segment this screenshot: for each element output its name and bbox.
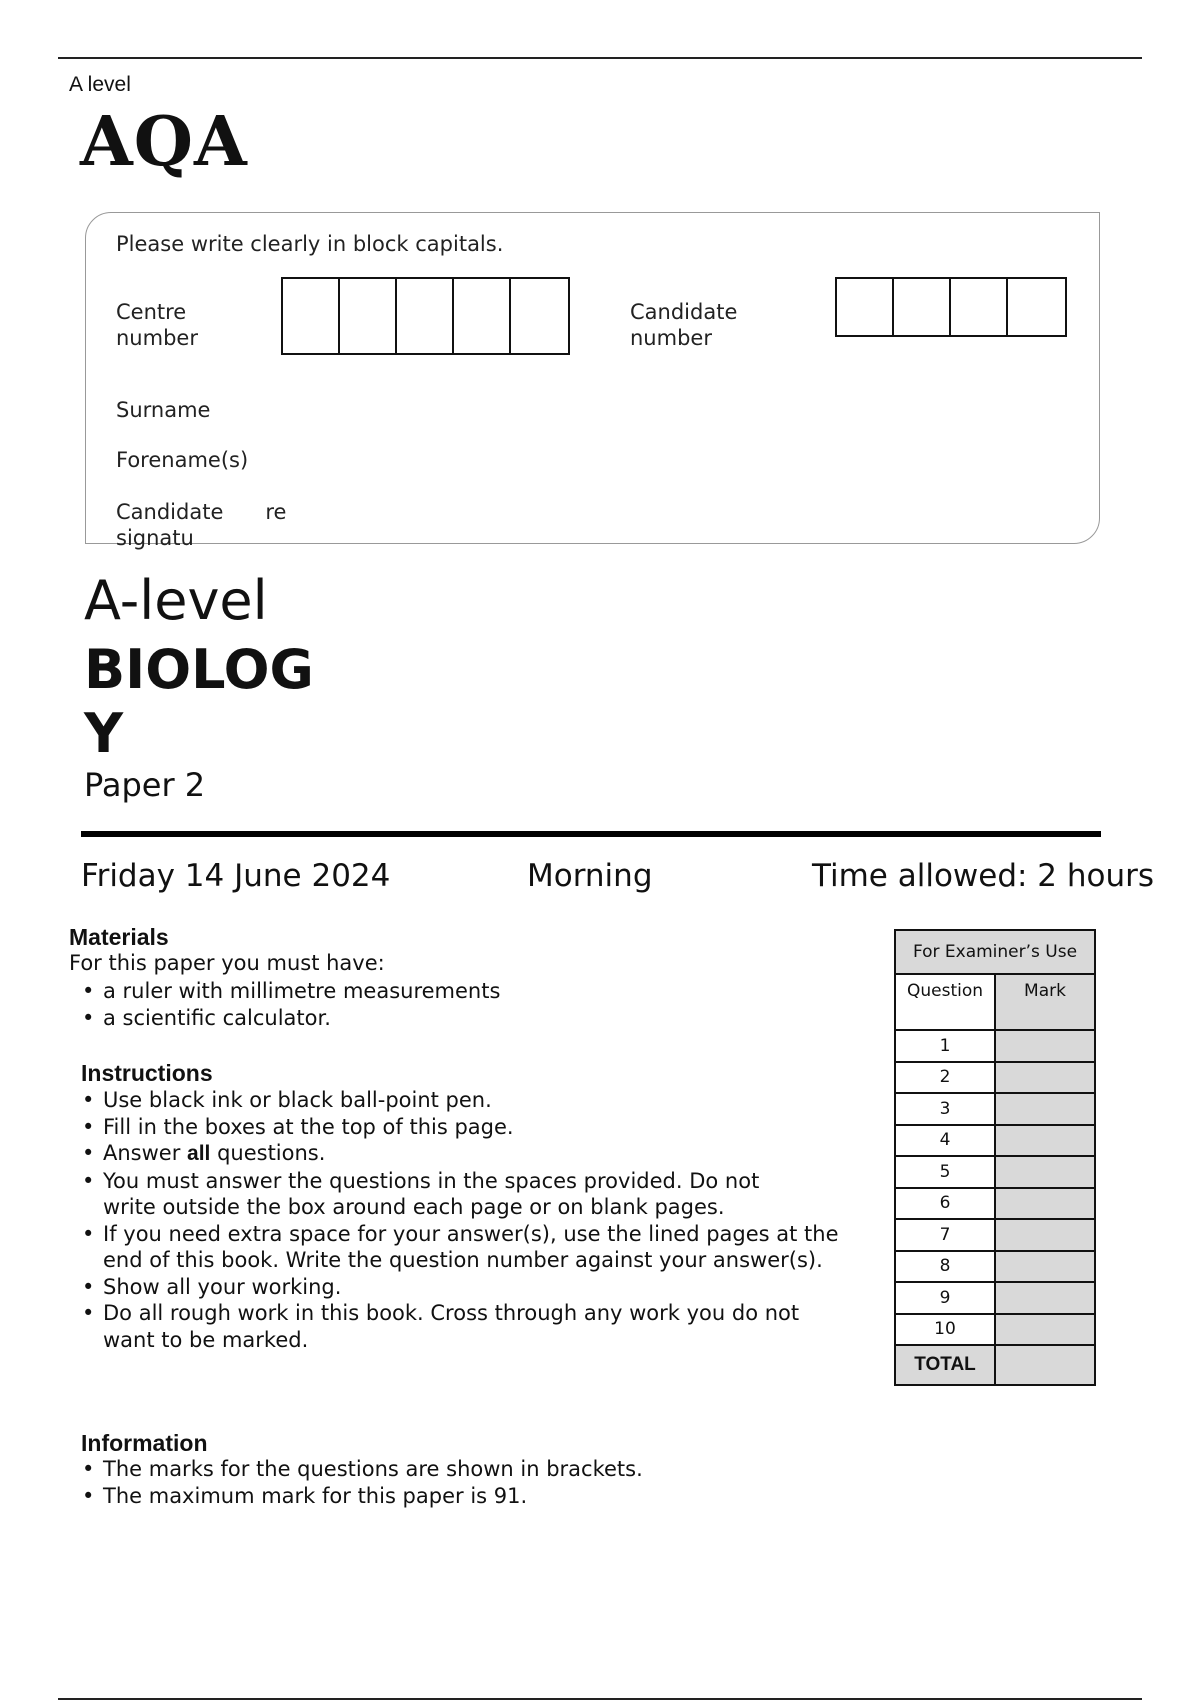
top-rule [58, 57, 1142, 59]
aqa-logo: AQA [80, 102, 248, 182]
question-number-cell: 1 [895, 1030, 995, 1062]
list-item: • You must answer the questions in the spaces provided. Do not write outside the box around each page or on blank pages. [80, 1168, 763, 1221]
mark-cell[interactable] [995, 1062, 1095, 1094]
list-item: • a ruler with millimetre measurements [80, 978, 500, 1005]
total-mark-cell[interactable] [995, 1345, 1095, 1385]
list-item: • Do all rough work in this book. Cross through any work you do not want to be marked. [80, 1300, 823, 1353]
digit-box[interactable] [837, 279, 894, 335]
exam-date: Friday 14 June 2024 [81, 858, 391, 894]
list-item: • Show all your working. [80, 1274, 850, 1301]
digit-box[interactable] [1008, 279, 1065, 335]
forenames-label: Forename(s) [116, 448, 249, 472]
digit-box[interactable] [397, 279, 454, 353]
table-row [895, 1282, 1095, 1314]
question-number-cell: 5 [895, 1156, 995, 1188]
table-row [895, 1156, 1095, 1188]
surname-label: Surname [116, 398, 211, 422]
candidate-number-label: Candidate number [630, 300, 738, 350]
mark-cell[interactable] [995, 1030, 1095, 1062]
question-column-header: Question [895, 974, 995, 1030]
question-number-cell: 4 [895, 1125, 995, 1157]
table-row [895, 1188, 1095, 1220]
paper-title: Paper 2 [84, 766, 206, 804]
total-label: TOTAL [895, 1345, 995, 1385]
materials-intro: For this paper you must have: [69, 951, 385, 975]
centre-number-label: Centre number [116, 300, 198, 350]
table-row [895, 1062, 1095, 1094]
examiner-use-table [894, 929, 1096, 1386]
mark-cell[interactable] [995, 1251, 1095, 1283]
candidate-details-box [85, 212, 1100, 550]
digit-box[interactable] [340, 279, 397, 353]
digit-box[interactable] [283, 279, 340, 353]
mark-cell[interactable] [995, 1093, 1095, 1125]
question-number-cell: 10 [895, 1314, 995, 1346]
examiner-table-title: For Examiner’s Use [895, 930, 1095, 974]
centre-number-boxes[interactable] [281, 277, 570, 355]
list-item: • The marks for the questions are shown in brackets. [80, 1456, 643, 1483]
exam-session: Morning [527, 858, 653, 894]
mark-cell[interactable] [995, 1156, 1095, 1188]
materials-heading: Materials [69, 924, 169, 950]
question-number-cell: 2 [895, 1062, 995, 1094]
list-item: • Answer all questions. [80, 1140, 850, 1168]
subject-title: BIOLOGY [84, 638, 314, 765]
question-number-cell: 7 [895, 1219, 995, 1251]
mark-cell[interactable] [995, 1188, 1095, 1220]
digit-box[interactable] [454, 279, 511, 353]
question-number-cell: 6 [895, 1188, 995, 1220]
instructions-list [80, 1087, 850, 1353]
mark-cell[interactable] [995, 1282, 1095, 1314]
question-number-cell: 9 [895, 1282, 995, 1314]
mark-cell[interactable] [995, 1314, 1095, 1346]
title-rule [81, 831, 1101, 837]
total-row [895, 1345, 1095, 1385]
signature-label: Candidate re signatu [116, 500, 287, 550]
digit-box[interactable] [951, 279, 1008, 335]
block-capitals-instruction: Please write clearly in block capitals. [116, 232, 504, 256]
mark-cell[interactable] [995, 1125, 1095, 1157]
table-row [895, 1314, 1095, 1346]
candidate-number-boxes[interactable] [835, 277, 1067, 337]
table-row [895, 1093, 1095, 1125]
information-heading: Information [81, 1430, 208, 1456]
list-item: • If you need extra space for your answer(s), use the lined pages at the end of this book. Write the question number against your answer(s). [80, 1221, 850, 1274]
list-item: • a scientific calculator. [80, 1005, 500, 1032]
mark-cell[interactable] [995, 1219, 1095, 1251]
digit-box[interactable] [511, 279, 568, 353]
table-row [895, 1125, 1095, 1157]
table-row [895, 1219, 1095, 1251]
digit-box[interactable] [894, 279, 951, 335]
question-number-cell: 8 [895, 1251, 995, 1283]
question-number-cell: 3 [895, 1093, 995, 1125]
list-item: • Use black ink or black ball-point pen. [80, 1087, 850, 1114]
level-label: A level [69, 73, 131, 96]
qualification-title: A-level [84, 569, 268, 632]
list-item: • The maximum mark for this paper is 91. [80, 1483, 643, 1510]
materials-list [80, 978, 500, 1031]
time-allowed: Time allowed: 2 hours [812, 858, 1155, 894]
table-row [895, 1251, 1095, 1283]
table-row [895, 1030, 1095, 1062]
mark-column-header: Mark [995, 974, 1095, 1030]
instructions-heading: Instructions [81, 1060, 213, 1086]
information-list [80, 1456, 643, 1509]
list-item: • Fill in the boxes at the top of this page. [80, 1114, 850, 1141]
